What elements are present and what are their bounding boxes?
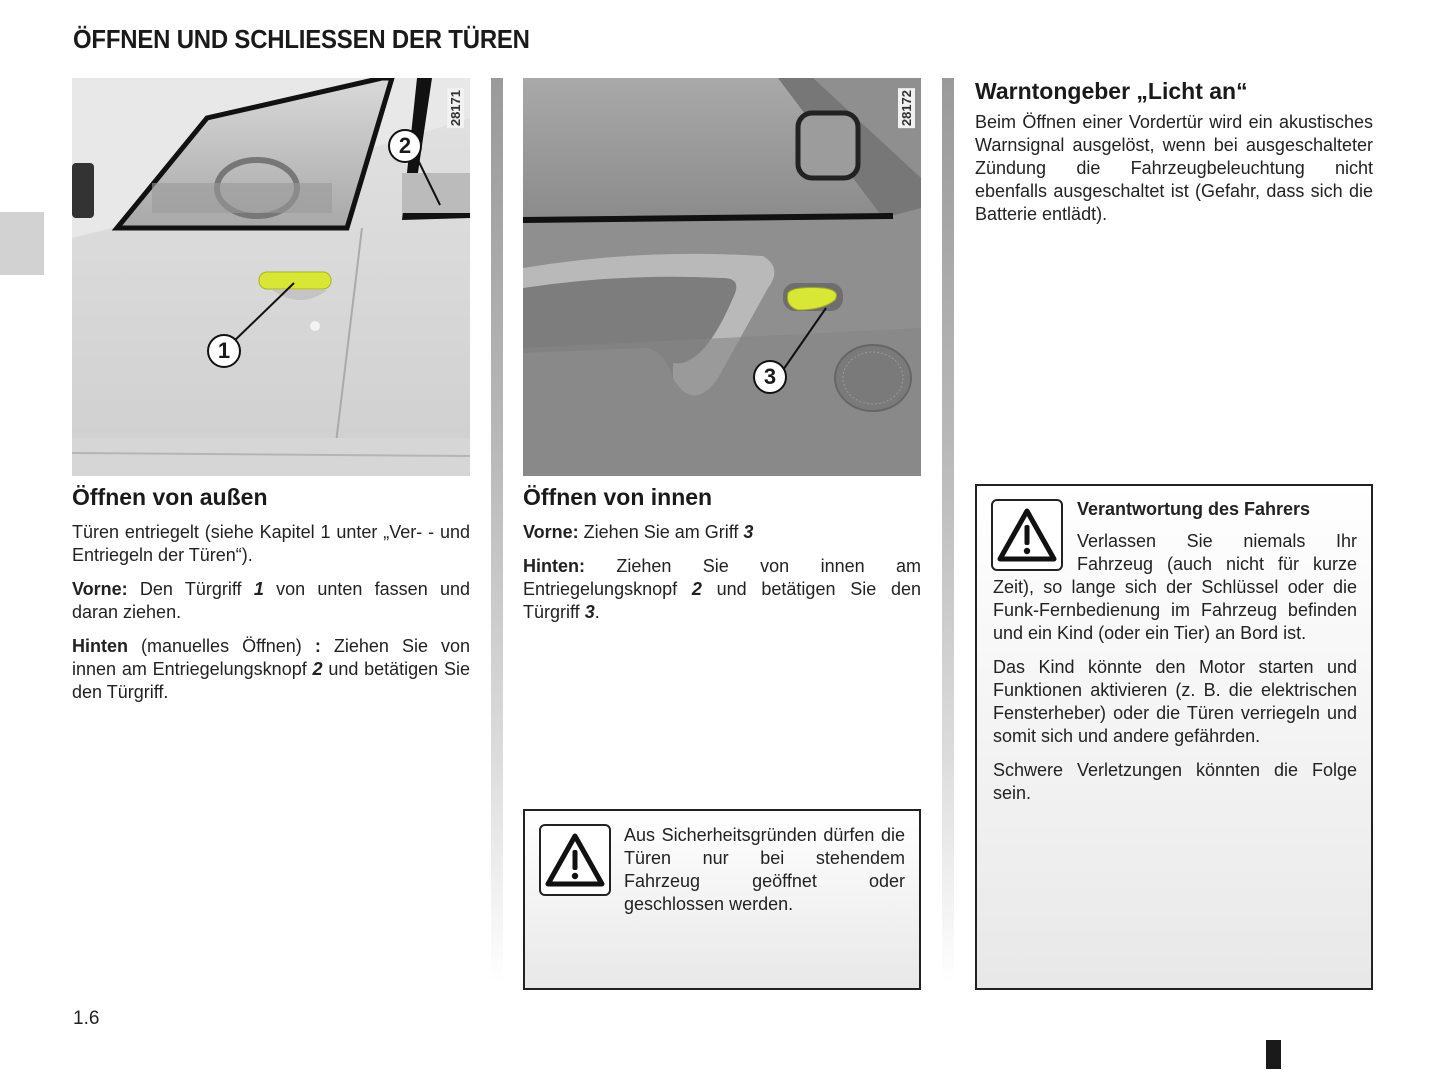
callout-1: 1 bbox=[207, 334, 241, 368]
warning-paragraph: Schwere Verletzungen könnten die Folge sein. bbox=[993, 760, 1357, 803]
warning-title: Verantwortung des Fahrers bbox=[1077, 499, 1311, 519]
paragraph-rear: Hinten: Ziehen Sie von innen am Entriegelungsknopf 2 und betätigen Sie den Türgriff 3. bbox=[523, 556, 921, 622]
column-exterior-opening bbox=[72, 78, 470, 715]
figure-number: 28171 bbox=[448, 90, 463, 127]
warning-paragraph: Verlassen Sie niemals Ihr Fahrzeug (auch nicht für kurze Zeit), so lange sich der Schlüssel oder die Funk-Fernbedienung im Fahrzeug befinden und ein Kind (oder ein Tier) an Bord ist. bbox=[993, 531, 1357, 643]
column-divider bbox=[491, 78, 503, 983]
car-door-interior-illustration bbox=[523, 78, 921, 476]
figure-exterior-door bbox=[72, 78, 470, 476]
paragraph-unlocked: Türen entriegelt (siehe Kapitel 1 unter „Ver- - und Entriegeln der Türen“). bbox=[72, 522, 470, 565]
column-divider bbox=[942, 78, 954, 983]
warning-text: Aus Sicherheitsgründen dürfen die Türen nur bei stehendem Fahrzeug geöffnet oder geschlossen werden. bbox=[624, 825, 905, 914]
section-heading: Öffnen von außen bbox=[72, 484, 268, 510]
figure-interior-door bbox=[523, 78, 921, 476]
page-number: 1.6 bbox=[73, 1008, 100, 1029]
chapter-side-tab bbox=[0, 212, 44, 275]
warning-paragraph: Das Kind könnte den Motor starten und Funktionen aktivieren (z. B. die elektrischen Fensterheber) oder die Türen verriegeln und somit sich und andere gefährden. bbox=[993, 657, 1357, 746]
safety-warning-box bbox=[523, 809, 921, 990]
paragraph-front: Vorne: Ziehen Sie am Griff 3 bbox=[523, 522, 754, 542]
column-light-warning bbox=[975, 78, 1373, 237]
figure-number: 28172 bbox=[899, 90, 914, 127]
page-title: ÖFFNEN UND SCHLIESSEN DER TÜREN bbox=[73, 24, 530, 54]
column-interior-opening bbox=[523, 78, 921, 635]
driver-responsibility-box bbox=[975, 484, 1373, 990]
section-heading: Öffnen von innen bbox=[523, 484, 713, 510]
paragraph-front: Vorne: Den Türgriff 1 von unten fassen und daran ziehen. bbox=[72, 579, 470, 622]
callout-3: 3 bbox=[753, 360, 787, 394]
page-corner-marker bbox=[1266, 1040, 1281, 1069]
paragraph-light-warning: Beim Öffnen einer Vordertür wird ein akustisches Warnsignal ausgelöst, wenn bei ausgeschalteter Zündung die Fahrzeugbeleuchtung nicht ebenfalls ausgeschaltet ist (Gefahr, dass sich die Batterie entlädt). bbox=[975, 112, 1373, 224]
callout-2: 2 bbox=[388, 129, 422, 163]
section-heading: Warntongeber „Licht an“ bbox=[975, 78, 1248, 104]
paragraph-rear: Hinten (manuelles Öffnen) : Ziehen Sie von innen am Entriegelungsknopf 2 und betätigen Sie den Türgriff. bbox=[72, 636, 471, 702]
warning-triangle-icon bbox=[539, 824, 611, 896]
